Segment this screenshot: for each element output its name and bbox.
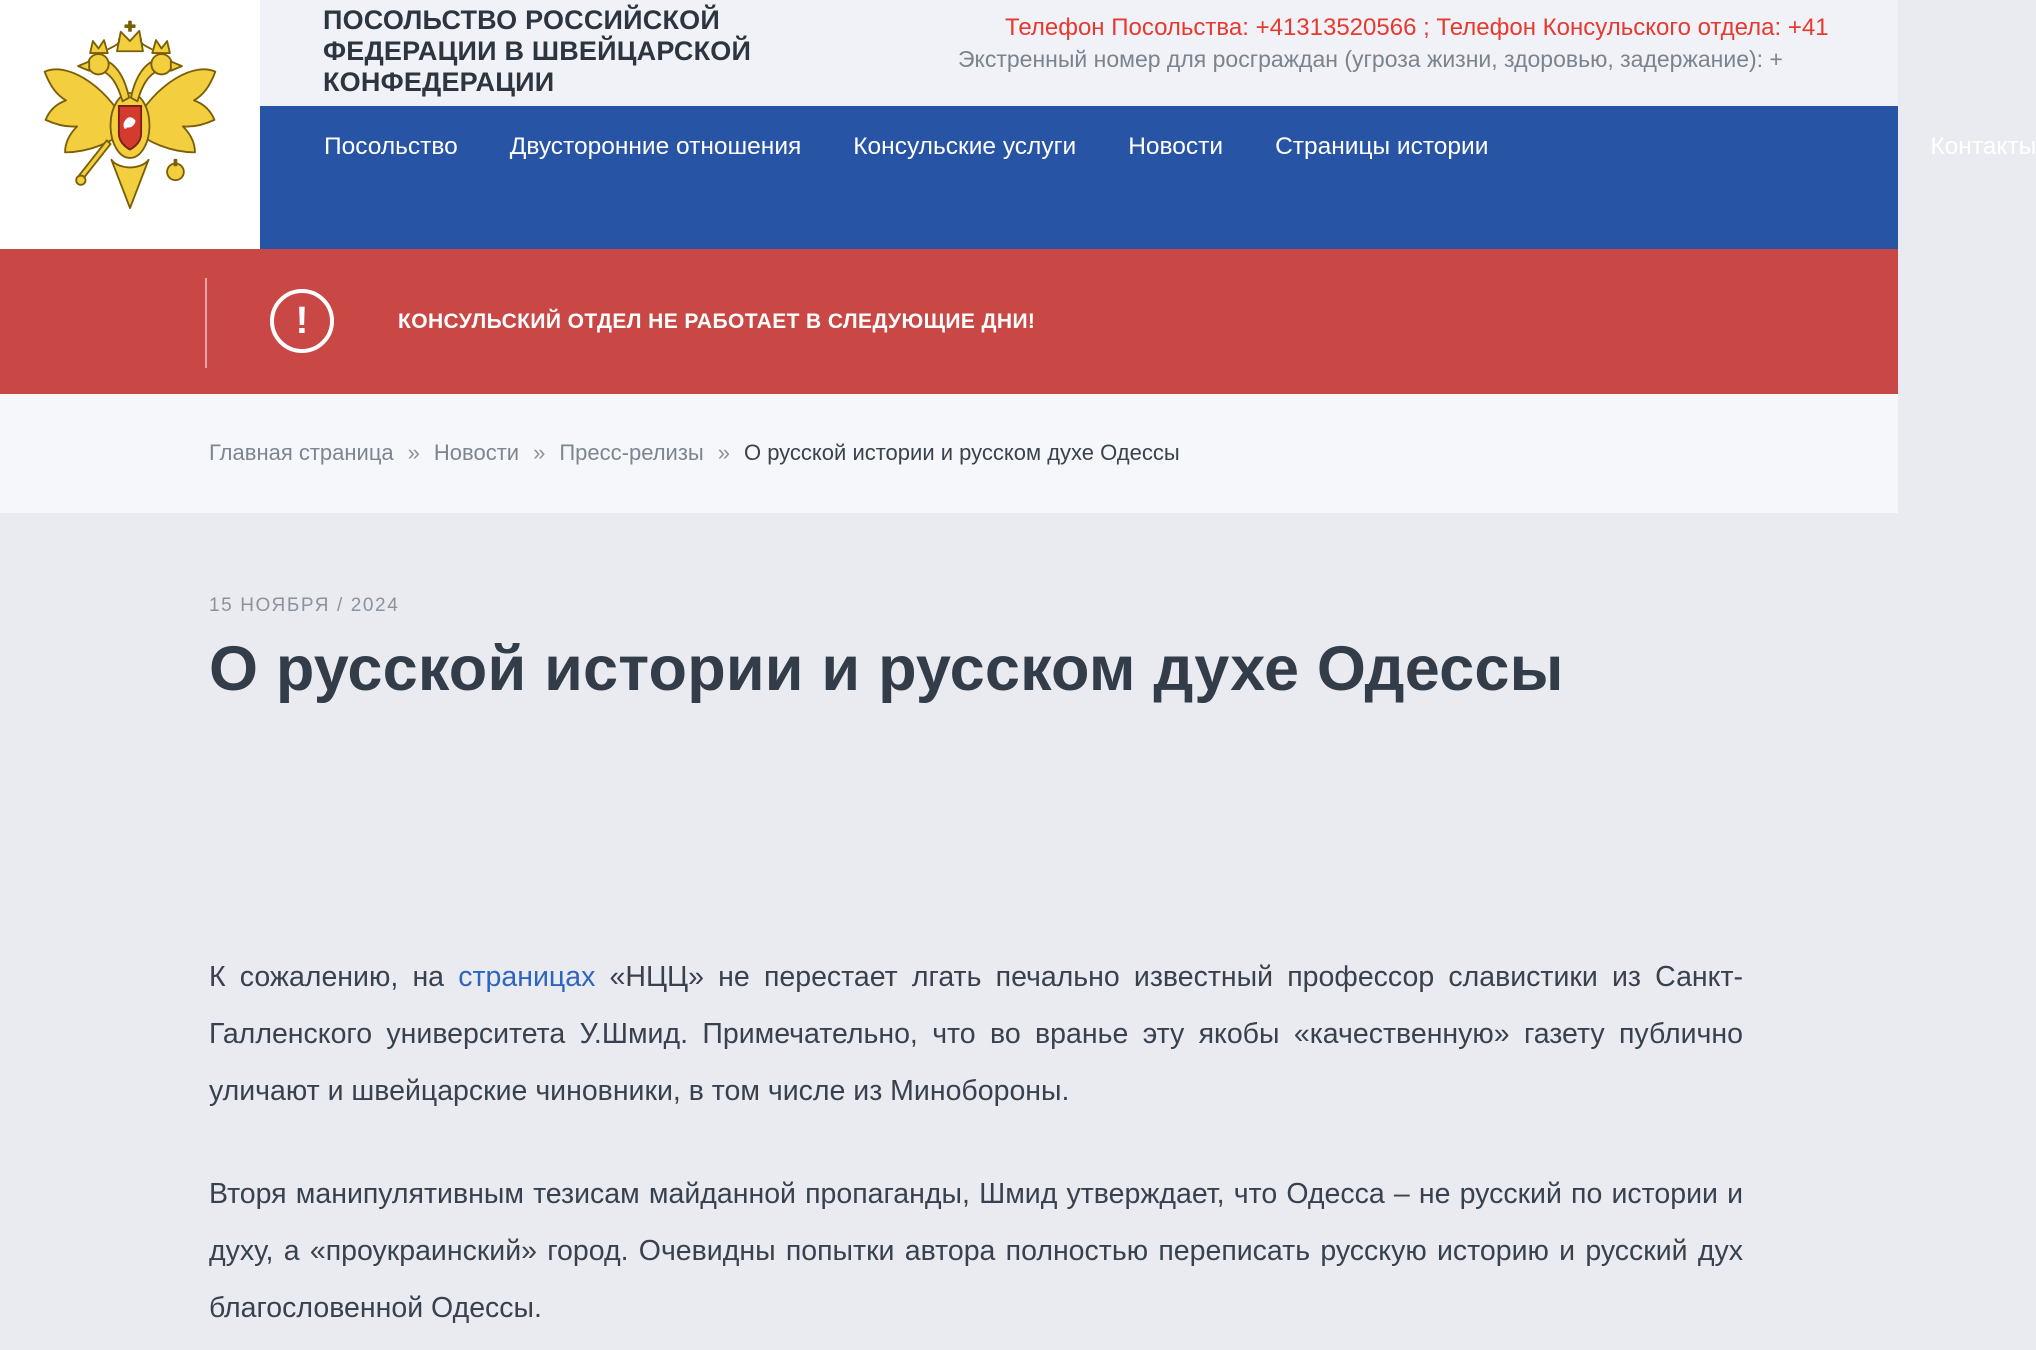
article-inline-link[interactable]: страницах [458, 961, 596, 993]
russia-coat-of-arms-icon [22, 16, 238, 234]
header [0, 0, 2036, 249]
paragraph-text: «НЦЦ» не перестает лгать печально известный профессор славистики из Санкт-Галленского университета У.Шмид. Примечательно, что во вранье эту якобы «качественную» газету публично уличают и швейцарские чиновники, в том числе из Минобороны. [209, 961, 1743, 1107]
site-title-line: ФЕДЕРАЦИИ В ШВЕЙЦАРСКОЙ [323, 36, 752, 66]
breadcrumb [209, 440, 1180, 466]
article-body [209, 949, 1743, 1337]
breadcrumb-band [0, 394, 1898, 513]
site-title-line: КОНФЕДЕРАЦИИ [323, 67, 555, 97]
site-title[interactable] [323, 5, 753, 98]
breadcrumb-separator: » [533, 440, 546, 465]
breadcrumb-news-link[interactable]: Новости [433, 440, 520, 465]
article-paragraph [209, 949, 1743, 1120]
article-paragraph: Вторя манипулятивным тезисам майданной пропаганды, Шмид утверждает, что Одесса – не русский по истории и духу, а «проукраинский» город. Очевидны попытки автора полностью переписать русскую историю и русский дух благословенной Одессы. [209, 1178, 1743, 1324]
nav-item-news[interactable]: Новости [1128, 133, 1224, 160]
emergency-phone-line: Экстренный номер для росграждан (угроза жизни, здоровью, задержание): + [958, 46, 1783, 72]
alert-left-rule [205, 278, 207, 368]
nav-item-consular-services[interactable]: Консульские услуги [853, 133, 1077, 160]
paragraph-text: К сожалению, на [209, 961, 459, 993]
site-title-line: ПОСОЛЬСТВО РОССИЙСКОЙ [323, 5, 720, 35]
exclamation-glyph: ! [295, 300, 309, 342]
embassy-logo[interactable] [0, 0, 260, 249]
nav-item-bilateral-relations[interactable]: Двусторонние отношения [509, 133, 802, 160]
main-nav [260, 106, 2036, 249]
breadcrumb-current-page: О русской истории и русском духе Одессы [743, 440, 1180, 465]
alert-banner [0, 249, 1898, 394]
article-section [0, 513, 1898, 1350]
breadcrumb-press-releases-link[interactable]: Пресс-релизы [559, 440, 704, 465]
breadcrumb-home-link[interactable]: Главная страница [209, 440, 394, 465]
article-date: 15 НОЯБРЯ / 2024 [209, 595, 400, 616]
nav-item-embassy[interactable]: Посольство [324, 133, 458, 160]
article-title: О русской истории и русском духе Одессы [209, 634, 1564, 704]
exclamation-circle-icon [270, 289, 334, 353]
breadcrumb-separator: » [717, 440, 730, 465]
breadcrumb-separator: » [407, 440, 420, 465]
nav-item-history-pages[interactable]: Страницы истории [1275, 133, 1489, 160]
embassy-phone-line: Телефон Посольства: +41313520566 ; Телефон Консульского отдела: +41 [1005, 14, 1829, 41]
alert-message[interactable]: КОНСУЛЬСКИЙ ОТДЕЛ НЕ РАБОТАЕТ В СЛЕДУЮЩИЕ ДНИ! [398, 309, 1036, 333]
nav-item-contacts[interactable]: Контакты [1930, 133, 2036, 160]
